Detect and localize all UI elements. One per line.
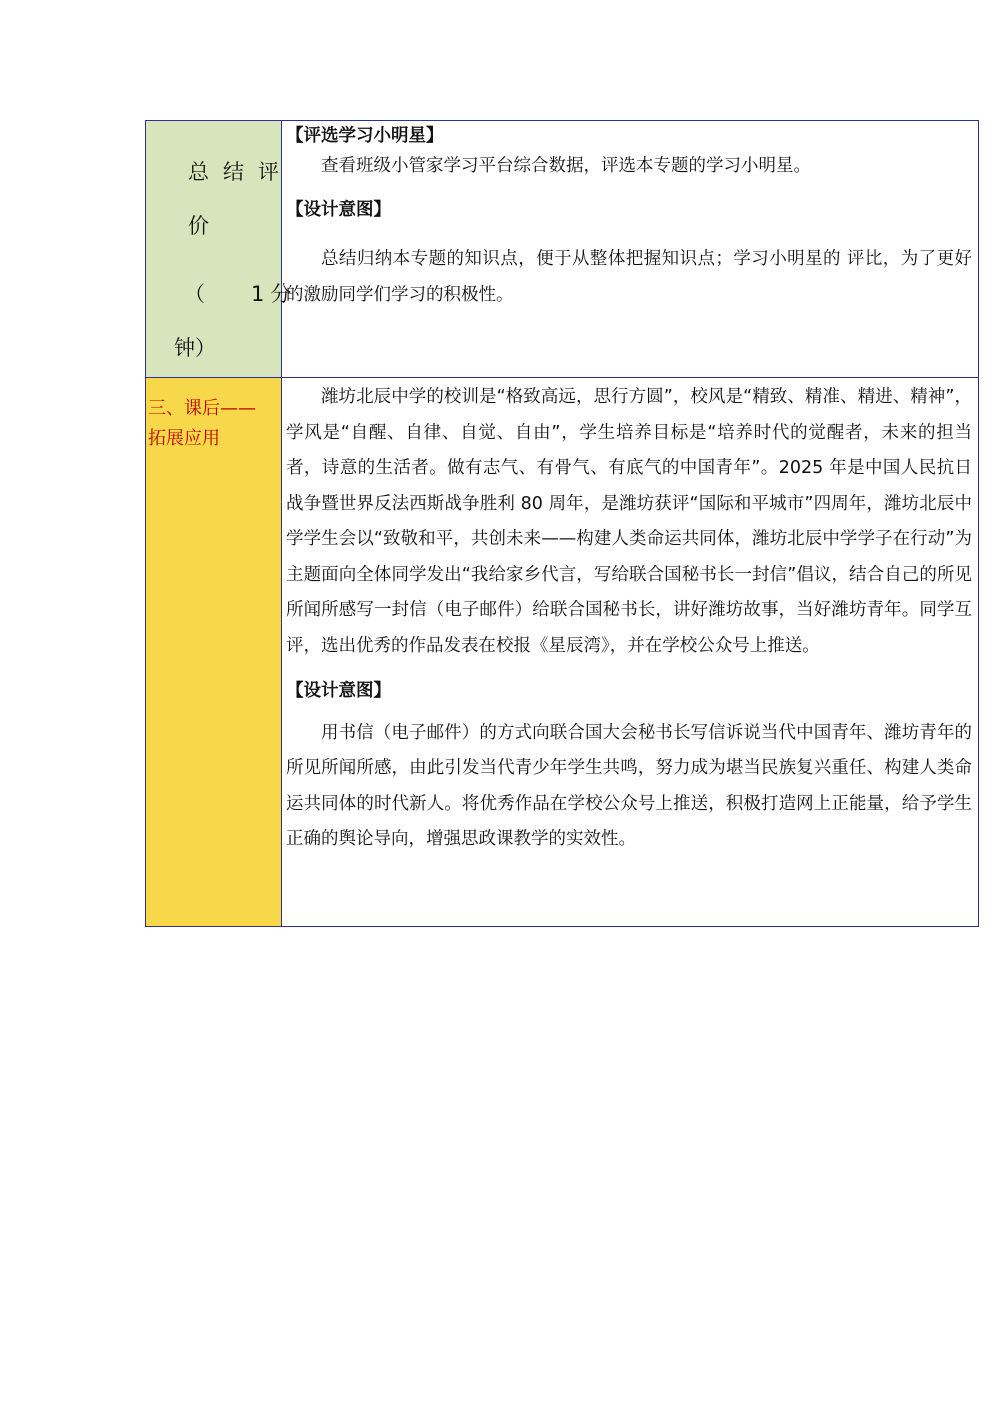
summary-label-line: 价: [188, 214, 209, 238]
summary-label-line: 钟）: [174, 336, 216, 360]
paragraph: 总结归纳本专题的知识点，便于从整体把握知识点；学习小明星的 评比，为了更好的激励同学们学习的积极性。: [286, 249, 972, 305]
extension-row: [146, 378, 979, 927]
paragraph: 查看班级小管家学习平台综合数据，评选本专题的学习小明星。: [321, 156, 811, 176]
extension-label-line: 三、课后——: [148, 398, 256, 419]
extension-label-cell: [146, 378, 282, 927]
summary-row: [146, 121, 979, 378]
summary-label-line: （: [184, 282, 205, 306]
section-heading: 【设计意图】: [286, 681, 391, 701]
paragraph: 用书信（电子邮件）的方式向联合国大会秘书长写信诉说当代中国青年、潍坊青年的所见所闻所感，由此引发当代青少年学生共鸣，努力成为堪当民族复兴重任、构建人类命运共同体的时代新人。将优秀作品在学校公众号上推送，积极打造网上正能量，给予学生正确的舆论导向，增强思政课教学的实效性。: [286, 722, 972, 849]
paragraph: 潍坊北辰中学的校训是“格致高远，思行方圆”，校风是“精致、精准、精进、精神”，学风是“自醒、自律、自觉、自由”，学生培养目标是“培养时代的觉醒者，未来的担当者，诗意的生活者。做有志气、有骨气、有底气的中国青年”。2025 年是中国人民抗日战争暨世界反法西斯战争胜利 80 周年，是潍坊获评“国际和平城市”四周年，潍坊北辰中学学生会以“致敬和平，共创未来——构建人类命运共同体，潍坊北辰中学学子在行动”为主题面向全体同学发出“我给家乡代言，写给联合国秘书长一封信”倡议，结合自己的所见所闻所感写一封信（电子邮件）给联合国秘书长，讲好潍坊故事，当好潍坊青年。同学互评，选出优秀的作品发表在校报《星辰湾》，并在学校公众号上推送。: [286, 387, 972, 656]
summary-content-cell: [282, 121, 979, 378]
summary-label-line: 总结评: [188, 160, 293, 184]
extension-content-cell: [282, 378, 979, 927]
extension-label-line: 拓展应用: [148, 428, 220, 449]
summary-label-line: 1分: [251, 282, 298, 306]
summary-label-cell: [146, 121, 298, 378]
section-heading: 【设计意图】: [286, 200, 391, 220]
lesson-plan-table: [145, 120, 979, 927]
section-heading: 【评选学习小明星】: [286, 126, 444, 146]
